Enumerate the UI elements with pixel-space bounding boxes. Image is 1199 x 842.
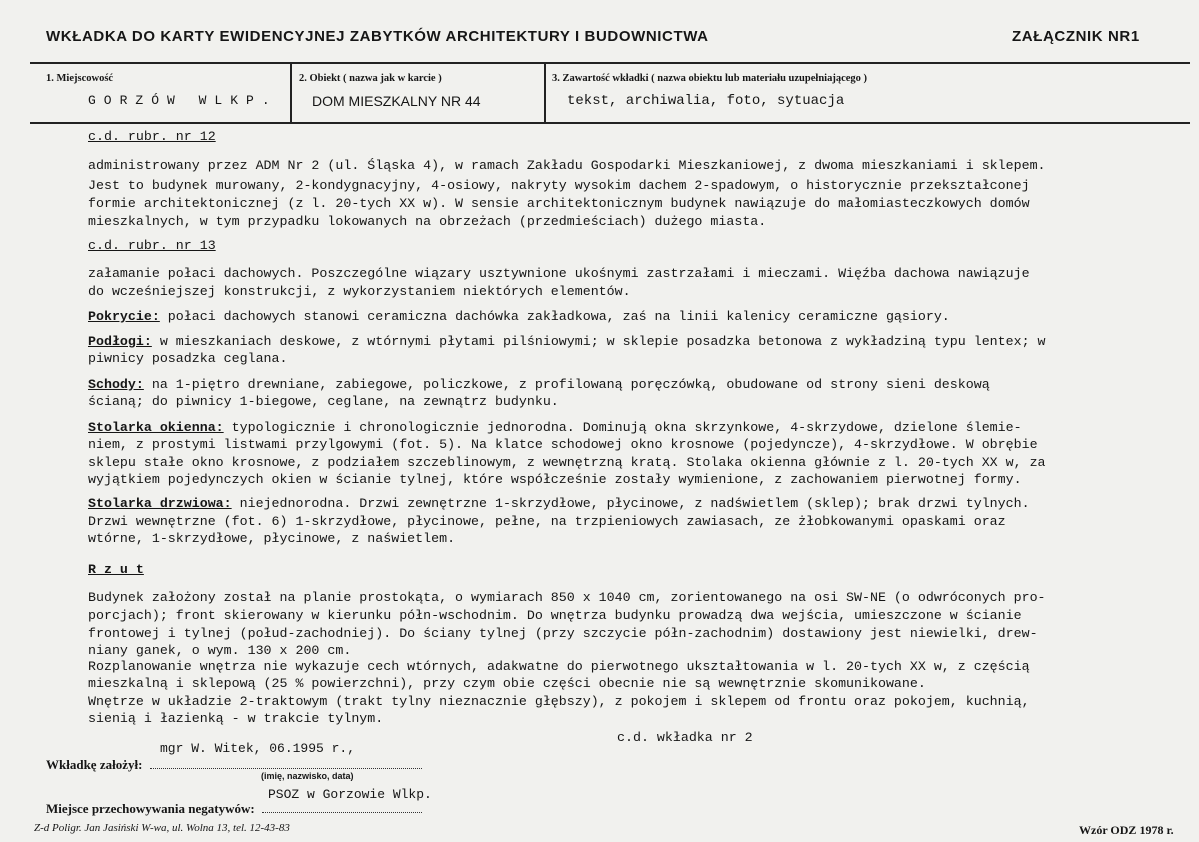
section-12-line: formie architektonicznej (z l. 20-tych XX w). W sensie architektonicznym budynek nawiązuje do małomiasteczkowych domów	[88, 196, 1030, 211]
doors-text: niejednorodna. Drzwi zewnętrzne 1-skrzydłowe, płycinowe, z nadświetlem (sklep); brak drzwi tylnych.	[231, 496, 1030, 511]
template-code: Wzór ODZ 1978 r.	[1079, 823, 1174, 837]
doors-label: Stolarka drzwiowa:	[88, 496, 232, 511]
floor-plan-heading: R z u t	[88, 562, 144, 577]
floors-paragraph	[88, 333, 1046, 351]
field-object-value: DOM MIESZKALNY NR 44	[312, 93, 481, 109]
section-12-line: Jest to budynek murowany, 2-kondygnacyjny, 4-osiowy, nakryty wysokim dachem 2-spadowym, o historycznie przekształconej	[88, 178, 1030, 193]
windows-line: niem, z prostymi listwami przylgowymi (fot. 5). Na klatce schodowej okno krosnowe (pojedyncze), 4-skrzydłowe. W obrębie	[88, 437, 1038, 452]
header-rule-top	[30, 62, 1190, 64]
floor-plan-line: niany ganek, o wym. 130 x 200 cm.	[88, 643, 352, 658]
windows-paragraph	[88, 419, 1022, 437]
section-13-line: załamanie połaci dachowych. Poszczególne wiązary usztywnione ukośnymi zastrzałami i mieczami. Więźba dachowa nawiązuje	[88, 266, 1030, 281]
field-locality-value: GORZÓW WLKP.	[88, 93, 278, 108]
storage-value: PSOZ w Gorzowie Wlkp.	[268, 787, 432, 802]
field-divider-2	[544, 62, 546, 123]
author-hint: (imię, nazwisko, data)	[261, 771, 354, 781]
stairs-label: Schody:	[88, 377, 144, 392]
section-12-line: mieszkalnych, w tym przypadku lokowanych na obrzeżach (przedmieściach) dużego miasta.	[88, 214, 767, 229]
section-13-line: do wcześniejszej konstrukcji, z wykorzystaniem niektórych elementów.	[88, 284, 631, 299]
field-object-label: 2. Obiekt ( nazwa jak w karcie )	[299, 73, 442, 84]
doors-line: Drzwi wewnętrzne (fot. 6) 1-skrzydłowe, płycinowe, pełne, na trzpieniowych zawiasach, ze żłobkowanymi opaskami oraz	[88, 514, 1006, 529]
stairs-text: na 1-piętro drewniane, zabiegowe, policzkowe, z profilowaną poręczówką, obudowane od strony sieni deskową	[143, 377, 990, 392]
continued-note: c.d. wkładka nr 2	[617, 730, 753, 745]
doors-line: wtórne, 1-skrzydłowe, płycinowe, z naświetlem.	[88, 531, 456, 546]
floor-plan-line: sienią i łazienką - w trakcie tylnym.	[88, 711, 384, 726]
attachment-number: ZAŁĄCZNIK NR1	[1012, 28, 1140, 45]
roofing-text: połaci dachowych stanowi ceramiczna dachówka zakładkowa, zaś na linii kalenicy ceramiczne gąsiory.	[159, 309, 950, 324]
storage-label: Miejsce przechowywania negatywów:	[46, 801, 255, 816]
section-12-heading: c.d. rubr. nr 12	[88, 129, 216, 144]
roofing-paragraph	[88, 308, 950, 326]
section-12-line: administrowany przez ADM Nr 2 (ul. Śląska 4), w ramach Zakładu Gospodarki Mieszkaniowej, z dwoma mieszkaniami i sklepem.	[88, 158, 1046, 173]
floor-plan-line: Budynek założony został na planie prostokąta, o wymiarach 850 x 1040 cm, zorientowanego na osi SW-NE (o odwróconych pro-	[88, 590, 1046, 605]
doors-paragraph	[88, 495, 1030, 513]
floor-plan-line: mieszkalną i sklepową (25 % powierzchni), przy czym obie części obecnie nie są wewnętrznie skomunikowane.	[88, 676, 926, 691]
field-contents-value: tekst, archiwalia, foto, sytuacja	[567, 93, 845, 109]
author-label: Wkładkę założył:	[46, 757, 143, 772]
author-value: mgr W. Witek, 06.1995 r.,	[160, 741, 356, 756]
windows-label: Stolarka okienna:	[88, 420, 224, 435]
floor-plan-line: Rozplanowanie wnętrza nie wykazuje cech wtórnych, adakwatne do pierwotnego ukształtowania w l. 20-tych XX w, z częścią	[88, 659, 1030, 674]
stairs-line: ścianą; do piwnicy 1-biegowe, ceglane, na zewnątrz budynku.	[88, 394, 559, 409]
section-13-heading: c.d. rubr. nr 13	[88, 238, 216, 253]
floors-label: Podłogi:	[88, 334, 152, 349]
floor-plan-line: Wnętrze w układzie 2-traktowym (trakt tylny nieznacznie głębszy), z pokojem i sklepem od frontu oraz pokojem, kuchnią,	[88, 694, 1030, 709]
field-locality-label: 1. Miejscowość	[46, 73, 114, 84]
windows-line: sklepu stałe okno krosnowe, z podziałem szczeblinowym, z wewnętrzną kratą. Stolaka okienna głównie z l. 20-tych XX w, za	[88, 455, 1046, 470]
windows-text: typologicznie i chronologicznie jednorodna. Dominują okna skrzynkowe, 4-skrzydowe, dzielone ślemie-	[223, 420, 1022, 435]
floor-plan-line: porcjach); front skierowany w kierunku półn-wschodnim. Do wnętrza budynku prowadzą dwa wejścia, umieszczone w ścianie	[88, 608, 1022, 623]
windows-line: wyjątkiem pojedynczych okien w ścianie tylnej, które współcześnie zostały wymienione, z zachowaniem pierwotnej formy.	[88, 472, 1022, 487]
floors-text: w mieszkaniach deskowe, z wtórnymi płytami pilśniowymi; w sklepie posadzka betonowa z wykładziną typu lentex; w	[151, 334, 1046, 349]
floors-line: piwnicy posadzka ceglana.	[88, 351, 288, 366]
storage-dotted-line	[262, 812, 422, 813]
form-title: WKŁADKA DO KARTY EWIDENCYJNEJ ZABYTKÓW ARCHITEKTURY I BUDOWNICTWA	[46, 28, 709, 45]
roofing-label: Pokrycie:	[88, 309, 160, 324]
printer-note: Z-d Poligr. Jan Jasiński W-wa, ul. Wolna 13, tel. 12-43-83	[34, 822, 290, 834]
stairs-paragraph	[88, 376, 990, 394]
author-dotted-line	[150, 768, 422, 769]
floor-plan-line: frontowej i tylnej (połud-zachodniej). Do ściany tylnej (przy szczycie półn-zachodnim) dostawiony jest niewielki, drew-	[88, 626, 1038, 641]
field-divider-1	[290, 62, 292, 123]
field-contents-label: 3. Zawartość wkładki ( nazwa obiektu lub materiału uzupełniającego )	[552, 73, 868, 84]
header-rule-bottom	[30, 122, 1190, 124]
